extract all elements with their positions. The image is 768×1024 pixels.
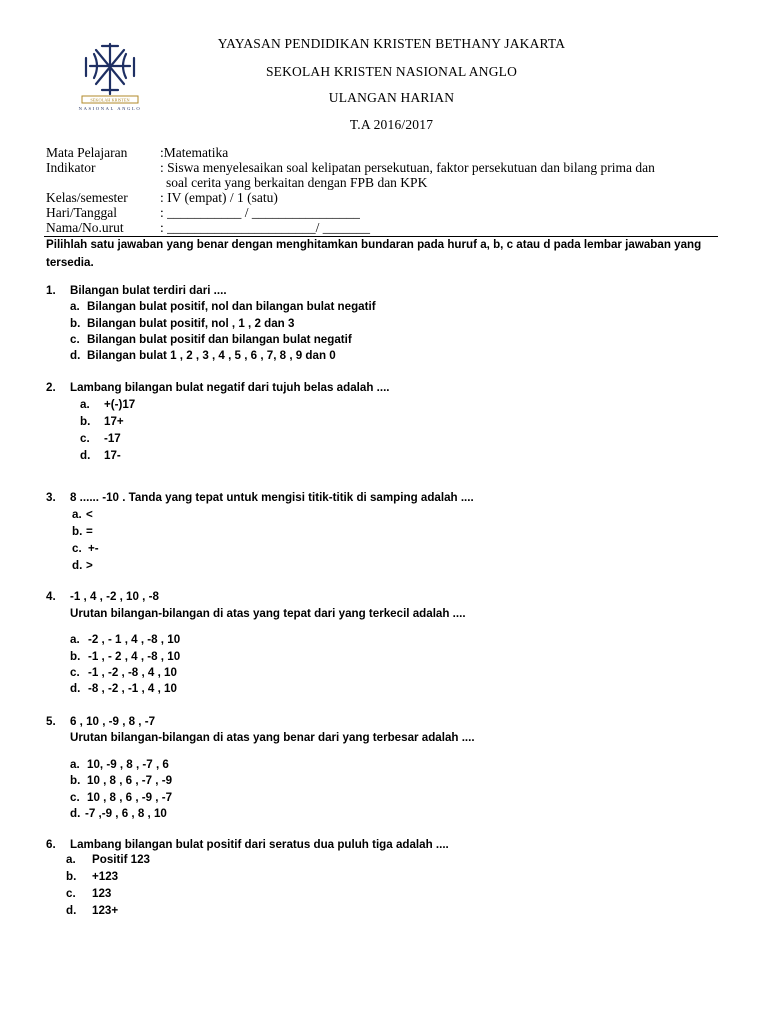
- option-letter: b.: [70, 774, 81, 787]
- question-number: 6.: [46, 838, 56, 851]
- option-text: Bilangan bulat positif, nol , 1 , 2 dan 3: [87, 317, 295, 330]
- question-number: 5.: [46, 715, 56, 728]
- info-value: : Siswa menyelesaikan soal kelipatan persekutuan, faktor persekutuan dan bilang prima dan: [160, 160, 655, 175]
- option-text: 10, -9 , 8 , -7 , 6: [87, 758, 169, 771]
- question-number: 3.: [46, 491, 56, 504]
- logo-text-bottom: NASIONAL ANGLO: [78, 106, 142, 111]
- info-value: :Matematika: [160, 145, 229, 160]
- option-text: -17: [104, 432, 121, 445]
- option-text: -2 , - 1 , 4 , -8 , 10: [88, 633, 181, 646]
- option-text: Bilangan bulat 1 , 2 , 3 , 4 , 5 , 6 , 7, 8 , 9 dan 0: [87, 349, 336, 362]
- info-value: : IV (empat) / 1 (satu): [160, 190, 278, 205]
- option-text: >: [86, 559, 93, 572]
- logo-text-top: SEKOLAH KRISTEN: [90, 97, 130, 103]
- info-value: : ______________________/ _______: [160, 220, 371, 235]
- option-text: =: [86, 525, 93, 538]
- option-text: 10 , 8 , 6 , -7 , -9: [87, 774, 173, 787]
- info-label: Indikator: [46, 160, 96, 175]
- option-text: 10 , 8 , 6 , -9 , -7: [87, 791, 173, 804]
- option-text: Bilangan bulat positif dan bilangan bulat negatif: [87, 333, 352, 346]
- info-value: soal cerita yang berkaitan dengan FPB dan KPK: [166, 175, 428, 190]
- question-number: 1.: [46, 284, 56, 297]
- option-letter: b.: [70, 650, 81, 663]
- question-text: 8 ...... -10 . Tanda yang tepat untuk mengisi titik-titik di samping adalah ....: [70, 491, 474, 504]
- school-title: SEKOLAH KRISTEN NASIONAL ANGLO: [265, 64, 518, 79]
- option-text: Bilangan bulat positif, nol dan bilangan bulat negatif: [87, 300, 376, 313]
- option-letter: d.: [72, 559, 83, 572]
- option-text: -8 , -2 , -1 , 4 , 10: [88, 682, 177, 695]
- option-letter: a.: [66, 853, 76, 866]
- option-letter: a.: [80, 398, 90, 411]
- option-letter: d.: [70, 682, 81, 695]
- question-text: 6 , 10 , -9 , 8 , -7: [70, 715, 156, 728]
- option-text: Positif 123: [92, 853, 150, 866]
- option-letter: c.: [70, 666, 80, 679]
- info-label: Nama/No.urut: [46, 220, 124, 235]
- exam-info: [46, 145, 726, 235]
- question-number: 4.: [46, 590, 56, 603]
- info-value: : ___________ / ________________: [160, 205, 360, 220]
- info-label: Mata Pelajaran: [46, 145, 128, 160]
- instructions-line-1: Pilihlah satu jawaban yang benar dengan menghitamkan bundaran pada huruf a, b, c atau d pada lembar jawaban yang: [46, 238, 702, 251]
- foundation-title: YAYASAN PENDIDIKAN KRISTEN BETHANY JAKARTA: [217, 36, 566, 51]
- option-text: +(-)17: [104, 398, 136, 411]
- option-letter: a.: [70, 633, 80, 646]
- option-text: -1 , - 2 , 4 , -8 , 10: [88, 650, 181, 663]
- option-letter: a.: [70, 758, 80, 771]
- option-letter: b.: [70, 317, 81, 330]
- option-text: <: [86, 508, 93, 521]
- question-subtext: Urutan bilangan-bilangan di atas yang tepat dari yang terkecil adalah ....: [70, 607, 466, 620]
- option-letter: b.: [66, 870, 77, 883]
- option-text: 17+: [104, 415, 124, 428]
- option-letter: b.: [80, 415, 91, 428]
- info-label: Kelas/semester: [46, 190, 128, 205]
- option-letter: c.: [66, 887, 76, 900]
- option-text: +123: [92, 870, 119, 883]
- option-letter: c.: [80, 432, 90, 445]
- question-text: Lambang bilangan bulat negatif dari tujuh belas adalah ....: [70, 381, 390, 394]
- option-text: +-: [88, 542, 99, 555]
- option-letter: d.: [66, 904, 77, 917]
- option-text: -7 ,-9 , 6 , 8 , 10: [85, 807, 167, 820]
- option-text: -1 , -2 , -8 , 4 , 10: [88, 666, 177, 679]
- academic-year: T.A 2016/2017: [349, 117, 434, 132]
- option-text: 123+: [92, 904, 119, 917]
- instructions-line-2: tersedia.: [46, 256, 94, 269]
- info-label: Hari/Tanggal: [46, 205, 118, 220]
- question-subtext: Urutan bilangan-bilangan di atas yang benar dari yang terbesar adalah ....: [70, 731, 475, 744]
- option-letter: d.: [70, 349, 81, 362]
- option-letter: d.: [70, 807, 81, 820]
- question-text: Bilangan bulat terdiri dari ....: [70, 284, 227, 297]
- option-text: 123: [92, 887, 112, 900]
- question-text: -1 , 4 , -2 , 10 , -8: [70, 590, 159, 603]
- option-letter: c.: [70, 791, 80, 804]
- divider: [44, 236, 718, 237]
- exam-title: ULANGAN HARIAN: [328, 90, 455, 105]
- question-number: 2.: [46, 381, 56, 394]
- option-letter: c.: [70, 333, 80, 346]
- option-letter: d.: [80, 449, 91, 462]
- option-letter: c.: [72, 542, 82, 555]
- question-text: Lambang bilangan bulat positif dari seratus dua puluh tiga adalah ....: [70, 838, 449, 851]
- option-letter: b.: [72, 525, 83, 538]
- option-letter: a.: [72, 508, 82, 521]
- option-text: 17-: [104, 449, 121, 462]
- option-letter: a.: [70, 300, 80, 313]
